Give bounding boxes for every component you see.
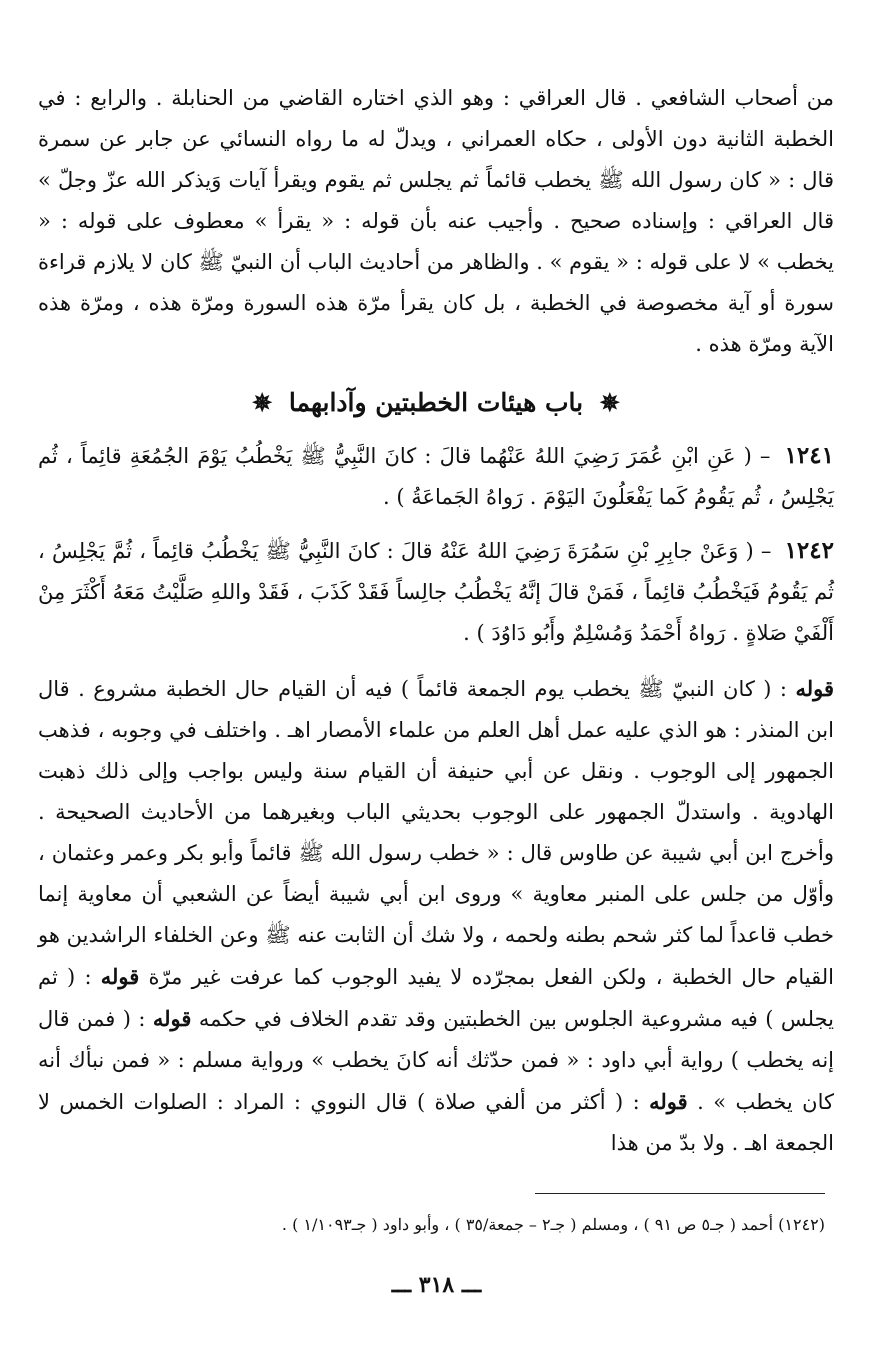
footnote: (١٢٤٢) أحمد ( جـ٥ ص ٩١ ) ، ومسلم ( جـ٢ – جمعة/٣٥ ) ، وأبو داود ( جـ١/١٠٩٣ ) . xyxy=(281,1215,825,1234)
commentary-keyword: قوله xyxy=(152,1006,192,1031)
hadith-1241 xyxy=(38,435,834,518)
hadith-1242 xyxy=(38,530,834,654)
page-body xyxy=(38,78,834,1164)
footnote-divider xyxy=(535,1193,825,1194)
star-ornament-left-icon: ✵ xyxy=(252,388,273,417)
commentary-keyword: قوله xyxy=(795,676,834,701)
commentary-text: : ( فمن قال إنه يخطب ) رواية أبي داود : « فمن حدّثك أنه كانَ يخطب » ورواية مسلم : « فمن نبأك أنه كان يخطب » . xyxy=(38,1007,834,1114)
page-number: ـــ ٣١٨ ـــ xyxy=(391,1272,482,1298)
commentary-text: : ( ثم يجلس ) فيه مشروعية الجلوس بين الخطبتين وقد تقدم الخلاف في حكمه xyxy=(38,965,834,1031)
commentary-keyword: قوله xyxy=(100,964,140,989)
hadith-number: ١٢٤١ xyxy=(784,442,834,469)
commentary-text: : ( كان النبيّ ﷺ يخطب يوم الجمعة قائماً ) فيه أن القيام حال الخطبة مشروع . قال ابن المنذر : هو الذي عليه عمل أهل العلم من علماء الأمصار اهـ . واختلف في وجوبه ، فذهب الجمهور إلى الوجوب . ونقل عن أبي حنيفة أن القيام سنة وليس بواجب وإلى ذلك ذهبت الهادوية . واستدلّ الجمهور على الوجوب بحديثي الباب وبغيرهما من الأحاديث الصحيحة . وأخرج ابن أبي شيبة عن طاوس قال : « خطب رسول الله ﷺ قائماً وأبو بكر وعمر وعثمان ، وأوّل من جلس على المنبر معاوية » وروى ابن أبي شيبة أيضاً عن الشعبي أن معاوية إنما خطب قاعداً لما كثر شحم بطنه ولحمه ، ولا شك أن الثابت عنه ﷺ وعن الخلفاء الراشدين هو القيام حال الخطبة ، ولكن الفعل بمجرّده لا يفيد الوجوب كما عرفت غير مرّة xyxy=(38,677,834,989)
hadith-number: ١٢٤٢ xyxy=(784,537,834,564)
commentary-paragraph xyxy=(38,668,834,1164)
hadith-text: – ( عَنِ ابْنِ عُمَرَ رَضِيَ اللهُ عَنْهُما قالَ : كانَ النَّبِيُّ ﷺ يَخْطُبُ يَوْمَ الجُمُعَةِ قائِماً ، ثُم يَجْلِسُ ، ثُم يَقُومُ كَما يَفْعَلُونَ اليَوْمَ . رَواهُ الجَماعَةُ ) . xyxy=(38,444,834,509)
star-ornament-right-icon: ✵ xyxy=(599,388,620,417)
intro-paragraph: من أصحاب الشافعي . قال العراقي : وهو الذي اختاره القاضي من الحنابلة . والرابع : في الخطبة الثانية دون الأولى ، حكاه العمراني ، ويدلّ له ما رواه النسائي عن جابر عن سمرة قال : « كان رسول الله ﷺ يخطب قائماً ثم يجلس ثم يقوم ويقرأ آيات وَيذكر الله عزّ وجلّ » قال العراقي : وإسناده صحيح . وأجيب عنه بأن قوله : « يقرأ » معطوف على قوله : « يخطب » لا على قوله : « يقوم » . والظاهر من أحاديث الباب أن النبيّ ﷺ كان لا يلازم قراءة سورة أو آية مخصوصة في الخطبة ، بل كان يقرأ مرّة هذه السورة ومرّة هذه ، ومرّة هذه الآية ومرّة هذه . xyxy=(38,86,834,356)
commentary-text: : ( أكثر من ألفي صلاة ) قال النووي : المراد : الصلوات الخمس لا الجمعة اهـ . ولا بدّ من هذا xyxy=(38,1090,834,1155)
commentary-keyword: قوله xyxy=(649,1089,688,1114)
chapter-title: باب هيئات الخطبتين وآدابهما xyxy=(288,388,584,417)
chapter-heading xyxy=(38,383,834,423)
hadith-text: – ( وَعَنْ جابِرِ بْنِ سَمُرَةَ رَضِيَ اللهُ عَنْهُ قالَ : كانَ النَّبِيُّ ﷺ يَخْطُبُ قائِماً ، ثُمَّ يَجْلِسُ ، ثُم يَقُومُ فَيَخْطُبُ قائِماً ، فَمَنْ قالَ إنَّهُ يَخْطُبُ جالِساً فَقَدْ كَذَبَ ، فَقَدْ واللهِ صَلَّيْتُ مَعَهُ أَكْثَرَ مِنْ أَلْفَيْ صَلاةٍ . رَواهُ أَحْمَدُ وَمُسْلِمٌ وأَبُو دَاوُدَ ) . xyxy=(38,539,834,645)
